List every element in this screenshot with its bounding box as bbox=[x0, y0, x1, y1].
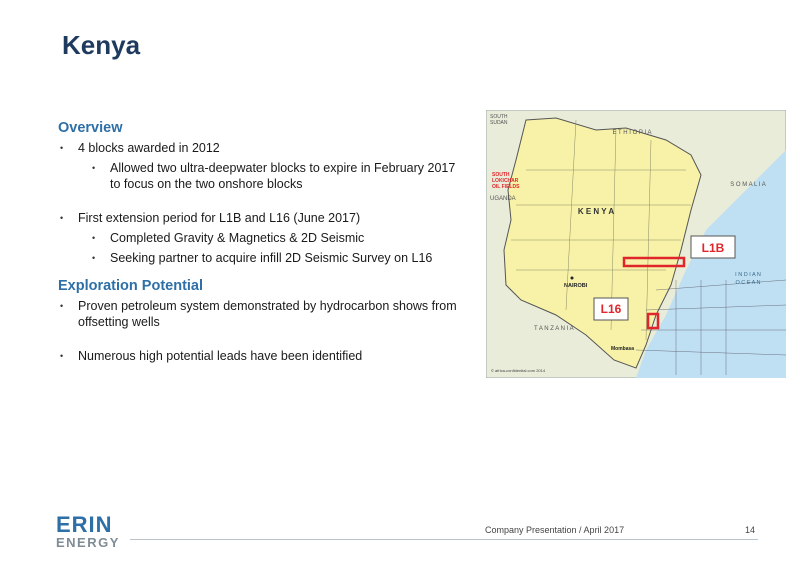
mombasa-label: Mombasa bbox=[611, 346, 635, 352]
overview-sub-bullet-2: • Completed Gravity & Magnetics & 2D Seismic bbox=[90, 230, 458, 246]
content-panel bbox=[58, 120, 458, 368]
lokichar-label-2: LOKICHAR bbox=[492, 178, 519, 184]
somalia-label: S O M A L I A bbox=[730, 182, 766, 188]
overview-sub-bullet-1: • Allowed two ultra-deepwater blocks to expire in February 2017 to focus on the two onshore blocks bbox=[90, 160, 458, 192]
page-title: Kenya bbox=[62, 30, 141, 60]
footer-text: Company Presentation / April 2017 bbox=[485, 525, 625, 535]
exploration-bullet-2: • Numerous high potential leads have been identified bbox=[58, 348, 458, 364]
kenya-blocks-map bbox=[486, 110, 786, 378]
footer-divider bbox=[130, 539, 758, 540]
nairobi-label: NAIROBI bbox=[564, 283, 588, 289]
south-sudan-label-1: SOUTH bbox=[490, 114, 508, 120]
map-copyright: © africa-confidential.com 2014 bbox=[491, 368, 546, 373]
south-sudan-label-2: SUDAN bbox=[490, 120, 508, 126]
indian-ocean-label-2: O C E A N bbox=[735, 280, 761, 286]
overview-heading: Overview bbox=[58, 120, 123, 136]
uganda-label: UGANDA bbox=[490, 196, 516, 202]
overview-bullet-2: • First extension period for L1B and L16 (June 2017) bbox=[58, 210, 458, 226]
overview-bullet-1: • 4 blocks awarded in 2012 bbox=[58, 140, 458, 156]
overview-sub-bullet-3: • Seeking partner to acquire infill 2D Seismic Survey on L16 bbox=[90, 250, 458, 266]
ethiopia-label: E T H I O P I A bbox=[612, 130, 652, 136]
l16-label: L16 bbox=[600, 302, 622, 316]
logo-energy-text: ENERGY bbox=[56, 535, 120, 550]
page-number: 14 bbox=[745, 525, 756, 535]
l1b-label: L1B bbox=[701, 241, 725, 255]
logo-erin-text: ERIN bbox=[56, 512, 113, 537]
exploration-bullet-1: • Proven petroleum system demonstrated by hydrocarbon shows from offsetting wells bbox=[58, 298, 458, 330]
kenya-label: K E N Y A bbox=[577, 207, 615, 216]
erin-energy-logo bbox=[56, 514, 120, 550]
indian-ocean-label-1: I N D I A N bbox=[735, 272, 761, 278]
lokichar-label-1: SOUTH bbox=[492, 172, 510, 178]
nairobi-marker bbox=[571, 277, 574, 280]
tanzania-label: T A N Z A N I A bbox=[534, 326, 574, 332]
exploration-heading: Exploration Potential bbox=[58, 278, 204, 294]
lokichar-label-3: OIL FIELDS bbox=[492, 184, 520, 190]
